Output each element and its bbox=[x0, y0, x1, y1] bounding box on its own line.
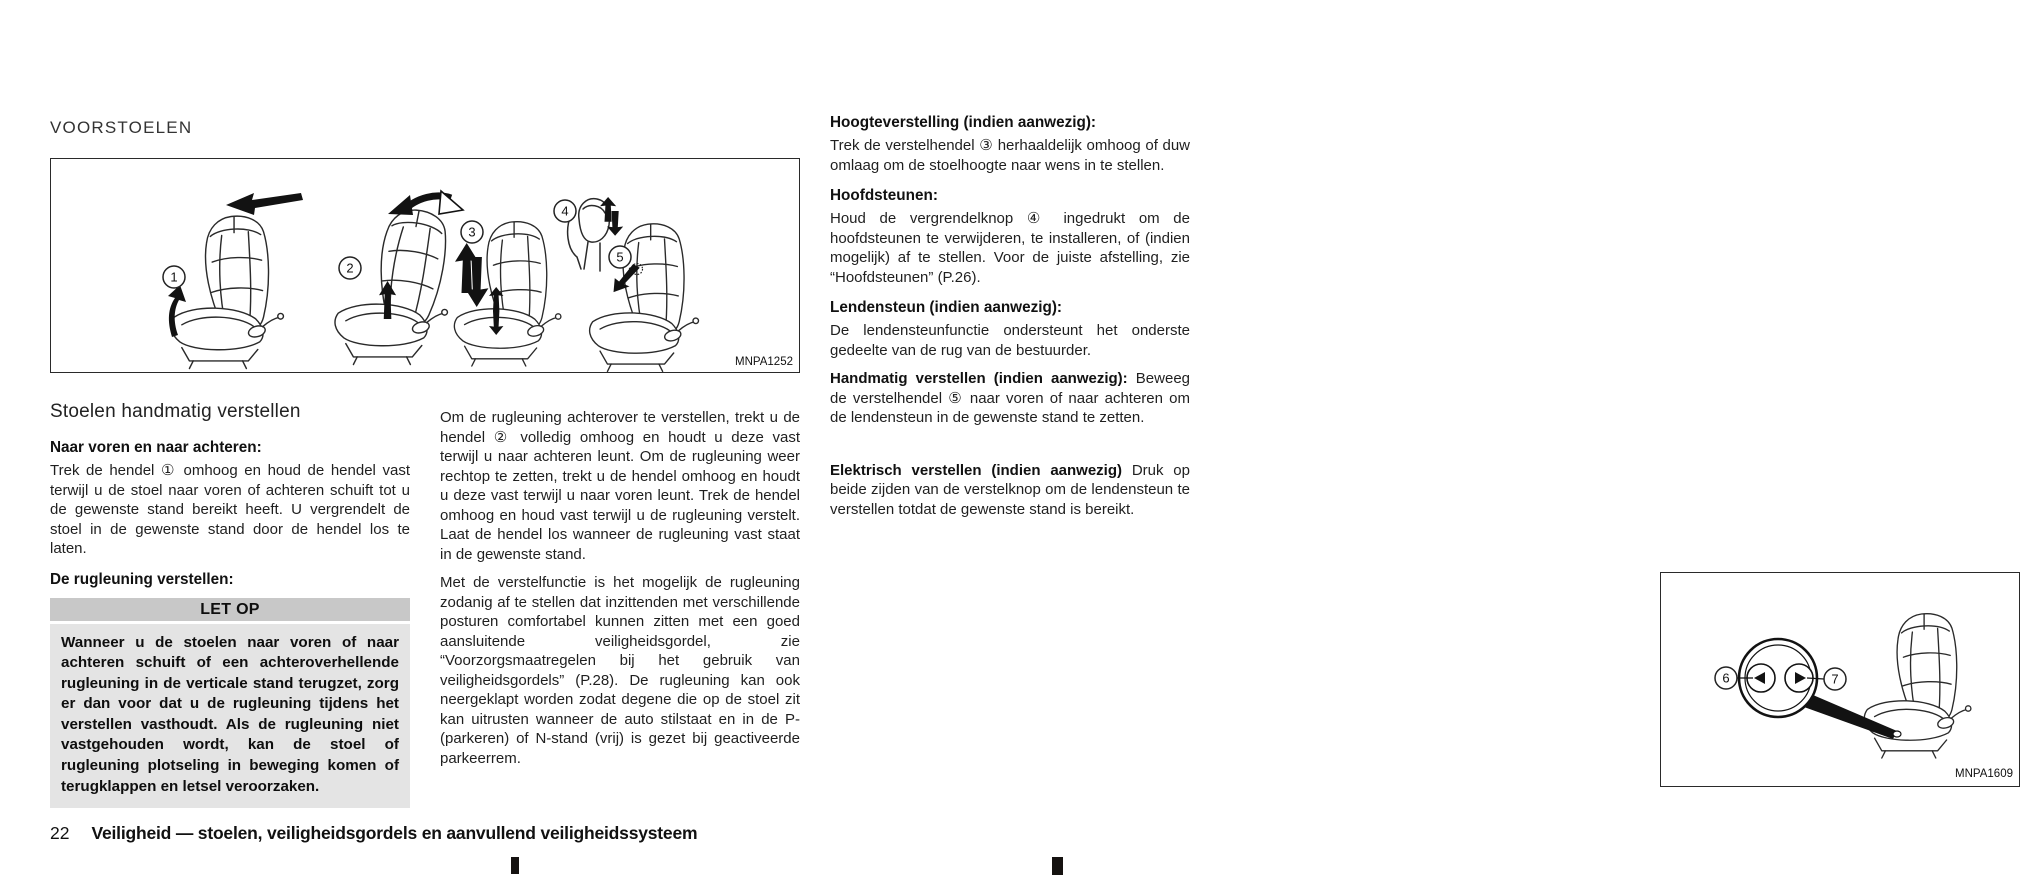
lumbar-control-illustration bbox=[1661, 573, 2019, 786]
right-column bbox=[830, 114, 2013, 780]
text-lumbar-manual: Beweeg de verstelhendel ⑤ naar voren of naar achteren om de lendensteun in de gewenste stand te zetten. bbox=[830, 370, 1191, 426]
left-column bbox=[50, 401, 410, 808]
seat-lumbar-illustration bbox=[590, 224, 699, 372]
callout-1 bbox=[163, 266, 185, 288]
subheading-forward-backward: Naar voren en naar achteren: bbox=[50, 439, 262, 456]
subheading-height: Hoogteverstelling (indien aanwezig): bbox=[830, 114, 1097, 131]
page-footer bbox=[50, 823, 697, 844]
paragraph-lumbar-electric bbox=[830, 461, 1190, 520]
svg-text:7: 7 bbox=[1831, 671, 1839, 687]
subheading-backrest: De rugleuning verstellen: bbox=[50, 570, 234, 588]
page-number: 22 bbox=[50, 823, 70, 843]
paragraph-recline: Om de rugleuning achterover te verstellen, trekt u de hendel ② volledig omhoog en houdt u deze vast terwijl u naar achteren leunt. Om de rugleuning weer rechtop te zetten, trekt u de hendel omhoog en houdt u deze vast terwijl u naar voren leunt. Trek de hendel omhoog en houd vast terwijl u de rugleuning verstelt. Laat de hendel los wanneer de rugleuning vast staat in de gewenste stand. bbox=[440, 409, 800, 563]
text-lumbar-electric: Druk op beide zijden van de verstelknop om de lendensteun te verstellen totdat de gewenste stand is bereikt. bbox=[830, 461, 1190, 518]
middle-column bbox=[440, 408, 800, 777]
lead-lumbar-manual: Handmatig verstellen (indien aanwezig): bbox=[830, 370, 1128, 387]
seat-recline-illustration bbox=[335, 205, 453, 365]
paragraph-headrests: Houd de vergrendelknop ④ ingedrukt om de hoofdsteunen te verwijderen, te installeren, of (indien mogelijk) af te stellen. Voor de juiste afstelling, zie “Hoofdsteunen” (P.26). bbox=[830, 210, 1190, 286]
paragraph-lumbar: De lendensteunfunctie ondersteunt het onderste gedeelte van de rug van de bestuurder. bbox=[830, 322, 1190, 359]
print-registration-mark bbox=[1052, 857, 1063, 875]
chapter-title: Veiligheid — stoelen, veiligheidsgordels en aanvullend veiligheidssysteem bbox=[91, 823, 698, 843]
seat-adjustment-figure bbox=[50, 158, 800, 373]
paragraph-height: Trek de verstelhendel ③ herhaaldelijk omhoog of duw omlaag om de stoelhoogte naar wens in te stellen. bbox=[830, 137, 1190, 174]
subheading-lumbar: Lendensteun (indien aanwezig): bbox=[830, 299, 1063, 316]
callout-5 bbox=[609, 246, 631, 268]
recline-back-arrowhead bbox=[388, 195, 413, 215]
subheading-headrests: Hoofdsteunen: bbox=[830, 187, 938, 204]
paragraph-forward-backward: Trek de hendel ① omhoog en houd de hendel vast terwijl u de stoel naar voren of achteren schuift tot u de gewenste stand bereikt heeft. U vergrendelt de stoel in de gewenste stand door de hendel los te laten. bbox=[50, 462, 410, 557]
caution-body: Wanneer u de stoelen naar voren of naar achteren schuift of een achteroverhellende rugleuning in de verticale stand terugzet, zorg er dan voor dat u de rugleuning tijdens het verstellen vasthoudt. Als de rugleuning niet vastgehouden wordt, kan de stoel of rugleuning plotseling in beweging komen of terugklappen en letsel veroorzaken. bbox=[50, 624, 410, 809]
lumbar-switch-knob bbox=[1893, 731, 1901, 737]
paragraph-recline-function: Met de verstelfunctie is het mogelijk de rugleuning zodanig af te stellen dat inzittenden met verschillende posturen comfortabel kunnen zitten met een goed aansluitende veiligheidsgordel, zie “Voorzorgsmaatregelen bij het gebruik van veiligheidsgordels” (P.28). De rugleuning kan ook neergeklapt worden zodat degene die op de stoel zit kan uitrusten wanneer de auto stilstaat en in de P-(parkeren) of N-stand (vrij) is gezet bij geactiveerde parkeerrem. bbox=[440, 574, 800, 767]
callout-6 bbox=[1715, 667, 1737, 689]
print-registration-mark bbox=[511, 857, 519, 874]
svg-text:3: 3 bbox=[468, 224, 476, 240]
svg-text:1: 1 bbox=[170, 269, 178, 285]
figure-code-label: MNPA1252 bbox=[735, 356, 793, 368]
lumbar-control-figure bbox=[1660, 572, 2020, 787]
callout-2 bbox=[339, 257, 361, 279]
caution-title: LET OP bbox=[50, 598, 410, 621]
caution-box bbox=[50, 598, 410, 809]
svg-text:4: 4 bbox=[561, 203, 569, 219]
svg-text:2: 2 bbox=[346, 260, 354, 276]
svg-text:5: 5 bbox=[616, 249, 624, 265]
callout-7 bbox=[1824, 668, 1846, 690]
svg-text:6: 6 bbox=[1722, 670, 1730, 686]
slide-direction-arrow bbox=[226, 193, 303, 215]
seat-slide-illustration bbox=[171, 216, 283, 368]
section-heading: Stoelen handmatig verstellen bbox=[50, 401, 301, 422]
paragraph-lumbar-manual bbox=[830, 369, 1190, 428]
page-title: VOORSTOELEN bbox=[50, 118, 193, 137]
seat-adjustment-illustration bbox=[51, 159, 799, 372]
seat-side-illustration bbox=[1864, 614, 1971, 758]
figure-code-label: MNPA1609 bbox=[1955, 768, 2013, 780]
callout-3 bbox=[461, 221, 483, 243]
callout-4 bbox=[554, 200, 576, 222]
lead-lumbar-electric: Elektrisch verstellen (indien aanwezig) bbox=[830, 461, 1123, 479]
